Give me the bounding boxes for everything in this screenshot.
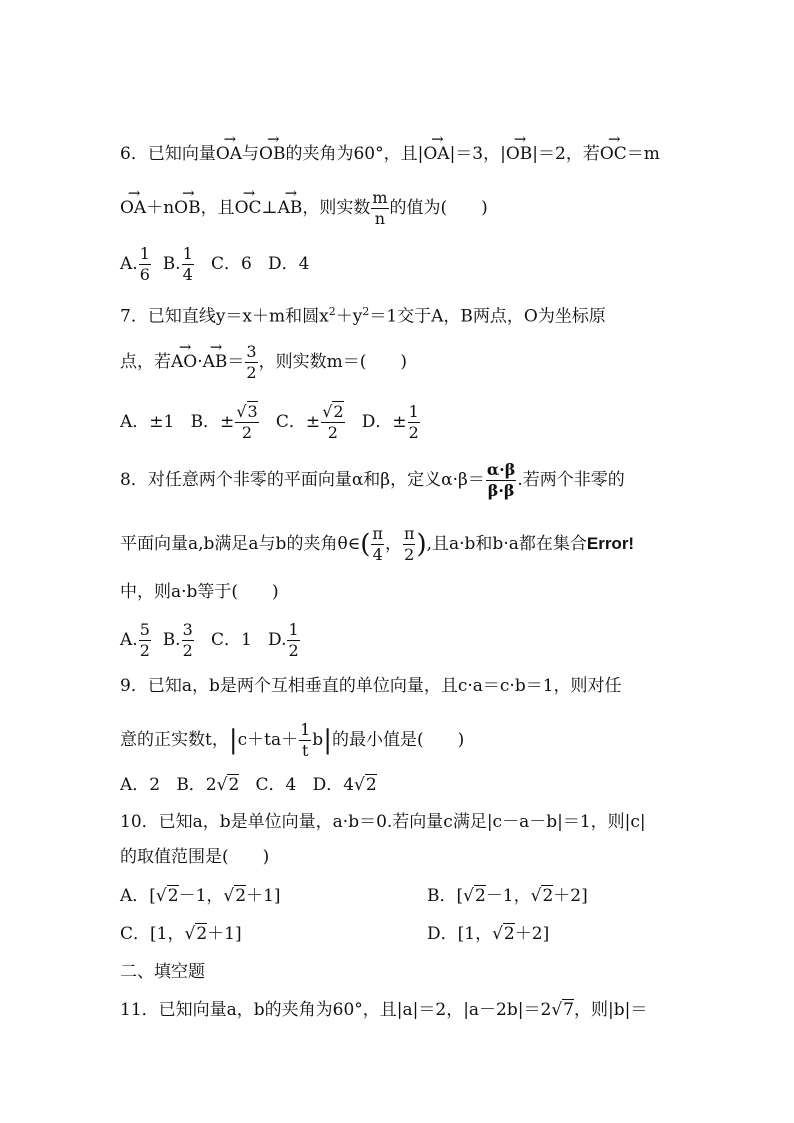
- q7-options: [120, 404, 421, 441]
- vector-ab: → AB: [278, 192, 303, 220]
- option-b: B. $\frac{1}{4}$: [162, 244, 193, 284]
- option-b: B．± $\frac{√3}{2}$: [190, 402, 258, 442]
- option-d: D．4: [268, 254, 310, 274]
- q7-line2: 点，若→ AO·→ AB＝ $\frac{3}{2}$ ，则实数m＝( ): [120, 344, 407, 381]
- option-d: D. $\frac{1}{2}$: [268, 620, 299, 660]
- q6-line2: → OA＋n→ OB，且→ OC⊥→ AB，则实数 $\frac{m}{n}$ 的值为( ): [120, 190, 488, 227]
- section-heading: 二、填空题: [120, 962, 205, 982]
- vector-ob: → OB: [174, 192, 200, 220]
- q9-line1: 9．已知a，b是两个互相垂直的单位向量，且c·a＝c·b＝1，则对任: [120, 676, 622, 696]
- option-d: D．4√2: [312, 775, 377, 795]
- vector-oa: → OA: [216, 138, 242, 166]
- option-c: C．1: [211, 630, 252, 650]
- option-b: B. $\frac{3}{2}$: [162, 620, 193, 660]
- option-a: A．2: [120, 775, 161, 795]
- q6-line1: 6．已知向量→ OA与→ OB的夹角为60°，且|→ OA|＝3，|→ OB|＝2，若→ OC＝m: [120, 138, 660, 166]
- q10-line1: 10．已知a，b是单位向量，a·b＝0.若向量c满足|c－a－b|＝1，则|c|: [120, 812, 646, 832]
- fraction-m-n: $\frac{m}{n}$: [372, 188, 388, 228]
- q9-line2: 意的正实数t，|c＋ta＋ $\frac{1}{t}$ b|的最小值是( ): [120, 720, 465, 760]
- vector-oc: → OC: [600, 138, 627, 166]
- option-c: C．6: [211, 254, 252, 274]
- q7-line1: 7．已知直线y＝x＋m和圆$x^2+y^2=1$交于A，B两点，O为坐标原: [120, 305, 606, 327]
- option-a: A. $\frac{5}{2}$: [120, 620, 150, 660]
- option-c: C．[1，√2＋1]: [120, 924, 242, 944]
- vector-oc: → OC: [235, 192, 262, 220]
- q10-options-row1: [120, 884, 680, 908]
- q8-options: [120, 622, 301, 659]
- option-a: A．±1: [120, 412, 175, 432]
- q10-line2: 的取值范围是( ): [120, 847, 270, 867]
- option-b: B．[√2－1，√2＋2]: [427, 886, 588, 906]
- error-text: Error!: [586, 534, 635, 553]
- option-a: A．[√2－1，√2＋1]: [120, 886, 281, 906]
- option-d: D．± $\frac{1}{2}$: [361, 402, 419, 442]
- option-d: D．[1，√2＋2]: [427, 924, 550, 944]
- option-c: C．4: [255, 775, 297, 795]
- q6-options: [120, 246, 310, 283]
- option-c: C．± $\frac{√2}{2}$: [275, 402, 344, 442]
- vector-ob: → OB: [259, 138, 285, 166]
- q8-line2: 平面向量a,b满足a与b的夹角θ∈( $\frac{\pi}{4}$ ， $\frac{\pi}{2}$ ),且a·b和b·a都在集合Error!: [120, 524, 635, 564]
- option-b: B．2√2: [176, 775, 240, 795]
- q8-line1: 8．对任意两个非零的平面向量α和β，定义α·β＝ $\frac{\alpha\cdot\beta}{\beta\cdot\beta}$ .若两个非零的: [120, 460, 625, 500]
- q11-line1: 11．已知向量a，b的夹角为60°，且|a|＝2，|a－2b|＝2√7，则|b|＝: [120, 1000, 648, 1020]
- vector-oa: → OA: [120, 192, 146, 220]
- q9-options: [120, 773, 377, 797]
- option-a: A. $\frac{1}{6}$: [120, 244, 150, 284]
- q10-options-row2: [120, 922, 680, 946]
- q8-line3: 中，则a·b等于( ): [120, 582, 279, 602]
- vector-oa: → OA: [423, 138, 449, 166]
- vector-ob: → OB: [506, 138, 532, 166]
- vector-ab: → AB: [203, 346, 228, 374]
- vector-ao: → AO: [171, 346, 197, 374]
